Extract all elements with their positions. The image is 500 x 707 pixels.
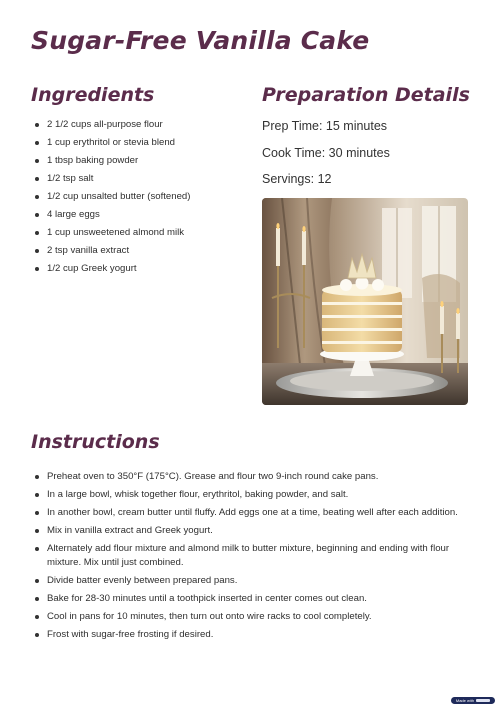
ingredient-item: 2 tsp vanilla extract	[31, 244, 241, 258]
ingredient-item: 4 large eggs	[31, 208, 241, 222]
made-with-badge[interactable]	[451, 697, 495, 704]
servings: Servings: 12	[262, 172, 332, 186]
instruction-step: Bake for 28-30 minutes until a toothpick inserted in center comes out clean.	[31, 592, 461, 606]
ingredients-heading: Ingredients	[31, 84, 155, 106]
page-title: Sugar-Free Vanilla Cake	[31, 26, 370, 55]
brand-logo-icon	[476, 699, 490, 702]
ingredient-item: 2 1/2 cups all-purpose flour	[31, 118, 241, 132]
instruction-step: Divide batter evenly between prepared pans.	[31, 574, 461, 588]
ingredient-item: 1/2 tsp salt	[31, 172, 241, 186]
instruction-step: Cool in pans for 10 minutes, then turn out onto wire racks to cool completely.	[31, 610, 461, 624]
instructions-list	[31, 470, 461, 646]
instruction-step: Preheat oven to 350°F (175°C). Grease and flour two 9-inch round cake pans.	[31, 470, 461, 484]
ingredient-item: 1/2 cup Greek yogurt	[31, 262, 241, 276]
instruction-step: In another bowl, cream butter until fluffy. Add eggs one at a time, beating well after each addition.	[31, 506, 461, 520]
instruction-step: Alternately add flour mixture and almond milk to butter mixture, beginning and ending with flour mixture. Mix until just combined.	[31, 542, 461, 570]
prep-time: Prep Time: 15 minutes	[262, 119, 388, 133]
ingredient-item: 1/2 cup unsalted butter (softened)	[31, 190, 241, 204]
instructions-heading: Instructions	[31, 431, 160, 453]
cook-time: Cook Time: 30 minutes	[262, 146, 390, 160]
ingredient-item: 1 cup unsweetened almond milk	[31, 226, 241, 240]
instruction-step: Mix in vanilla extract and Greek yogurt.	[31, 524, 461, 538]
ingredient-item: 1 tbsp baking powder	[31, 154, 241, 168]
instruction-step: Frost with sugar-free frosting if desired.	[31, 628, 461, 642]
ingredient-item: 1 cup erythritol or stevia blend	[31, 136, 241, 150]
instruction-step: In a large bowl, whisk together flour, erythritol, baking powder, and salt.	[31, 488, 461, 502]
ingredients-list	[31, 118, 241, 280]
badge-label: Made with	[455, 698, 475, 703]
cake-photo	[262, 198, 468, 405]
preparation-heading: Preparation Details	[262, 84, 470, 106]
